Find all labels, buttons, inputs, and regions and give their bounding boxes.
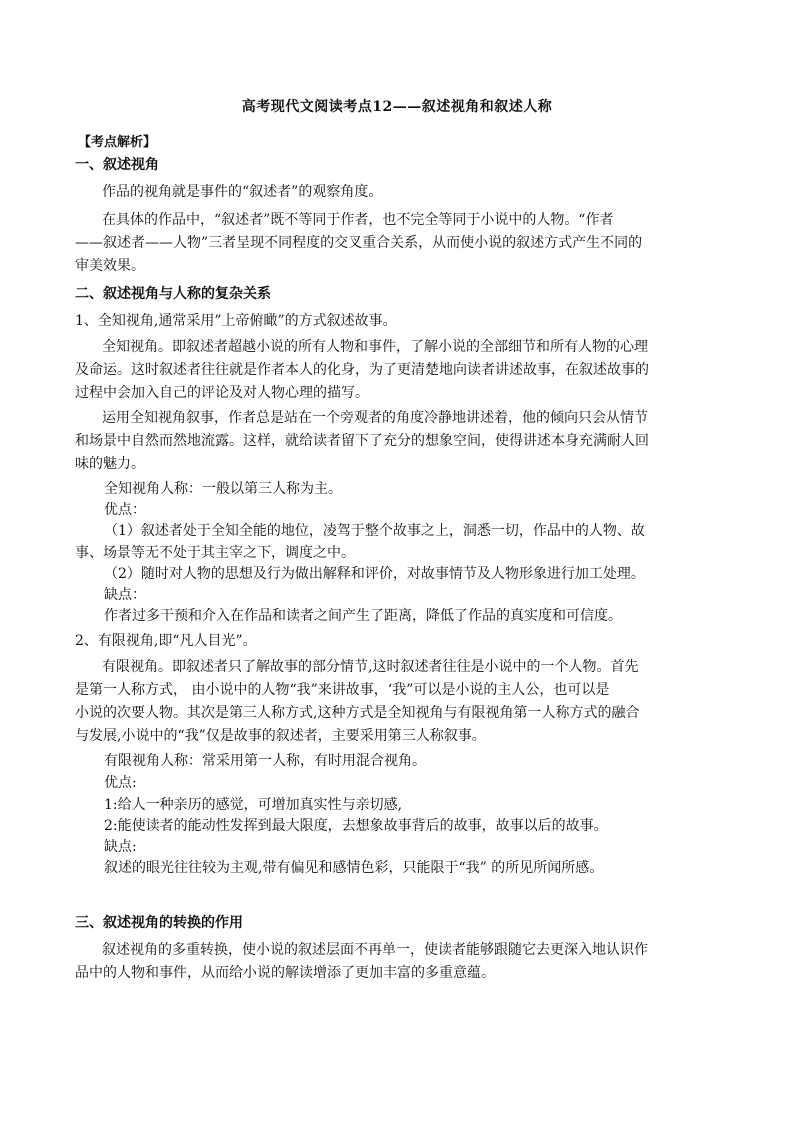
- paragraph-line: ——叙述者——人物”三者呈现不同程度的交叉重合关系，从而使小说的叙述方式产生不同的: [75, 235, 643, 251]
- paragraph-line: 2:能使读者的能动性发挥到最大限度，去想象故事背后的故事，故事以后的故事。: [104, 818, 608, 834]
- paragraph-line: 味的魅力。: [75, 456, 145, 472]
- paragraph-line: 作品的视角就是事件的“叙述者”的观察角度。: [102, 184, 383, 200]
- paragraph-line: 全知视角。即叙述者超越小说的所有人物和事件，了解小说的全部细节和所有人物的心理: [102, 339, 648, 355]
- paragraph-line: 缺点：: [104, 587, 146, 603]
- paragraph-line: 作者过多干预和介入在作品和读者之间产生了距离，降低了作品的真实度和可信度。: [104, 608, 622, 624]
- paragraph-line: 缺点:: [104, 839, 137, 855]
- document-title: 高考现代文阅读考点12——叙述视角和叙述人称: [241, 99, 553, 115]
- paragraph-line: 优点：: [104, 502, 146, 518]
- paragraph-line: 小说的次要人物。其次是第三人称方式,这种方式是全知视角与有限视角第一人称方式的融合: [75, 705, 640, 721]
- paragraph-line: 运用全知视角叙事，作者总是站在一个旁观者的角度冷静地讲述着，他的倾向只会从情节: [102, 410, 648, 426]
- paragraph-line: 及命运。这时叙述者往往就是作者本人的化身，为了更清楚地向读者讲述故事，在叙述故事的: [75, 362, 649, 378]
- paragraph-line: 是第一人称方式， 由小说中的人物“我”来讲故事，‘我”可以是小说的主人公，也可以是: [75, 682, 610, 698]
- heading-narrative-perspective: 一、叙述视角: [75, 157, 159, 173]
- paragraph-line: 1:给人一种亲历的感觉，可增加真实性与亲切感,: [104, 797, 403, 813]
- paragraph-line: 有限视角。即叙述者只了解故事的部分情节,这时叙述者往往是小说中的一个人物。首先: [102, 659, 639, 675]
- paragraph-line: 叙述视角的多重转换，使小说的叙述层面不再单一，使读者能够跟随它去更深入地认识作: [102, 942, 648, 958]
- paragraph-line: 品中的人物和事件，从而给小说的解读增添了更加丰富的多重意蕴。: [75, 965, 495, 981]
- paragraph-line: 审美效果。: [75, 258, 145, 274]
- paragraph-line: 过程中会加入自己的评论及对人物心理的描写。: [75, 385, 369, 401]
- paragraph-line: （2）随时对人物的思想及行为做出解释和评价，对故事情节及人物形象进行加工处理。: [104, 566, 645, 582]
- subheading-omniscient: 1、全知视角,通常采用”上帝俯瞰”的方式叙述故事。: [75, 313, 397, 329]
- paragraph-line: 优点:: [104, 775, 137, 791]
- paragraph-line: 在具体的作品中，“叙述者”既不等同于作者，也不完全等同于小说中的人物。“作者: [102, 212, 614, 228]
- heading-perspective-shift: 三、叙述视角的转换的作用: [75, 915, 243, 931]
- heading-perspective-and-person: 二、叙述视角与人称的复杂关系: [75, 286, 271, 302]
- paragraph-line: （1）叙述者处于全知全能的地位，凌驾于整个故事之上，洞悉一切，作品中的人物、故: [104, 523, 645, 539]
- paragraph-line: 有限视角人称：常采用第一人称，有时用混合视角。: [104, 753, 426, 769]
- paragraph-line: 叙述的眼光往往较为主观,带有偏见和感情色彩，只能限于“我” 的所见所闻所感。: [104, 860, 604, 876]
- subheading-limited: 2、有限视角,即“凡人目光”。: [75, 633, 257, 649]
- paragraph-line: 事、场景等无不处于其主宰之下，调度之中。: [75, 545, 355, 561]
- paragraph-line: 全知视角人称：一般以第三人称为主。: [104, 481, 342, 497]
- paragraph-line: 和场景中自然而然地流露。这样，就给读者留下了充分的想象空间，使得讲述本身充满耐人回: [75, 433, 649, 449]
- section-label-analysis: 【考点解析】: [78, 135, 157, 150]
- paragraph-line: 与发展,小说中的“我”仅是故事的叙述者，主要采用第三人称叙事。: [75, 728, 486, 744]
